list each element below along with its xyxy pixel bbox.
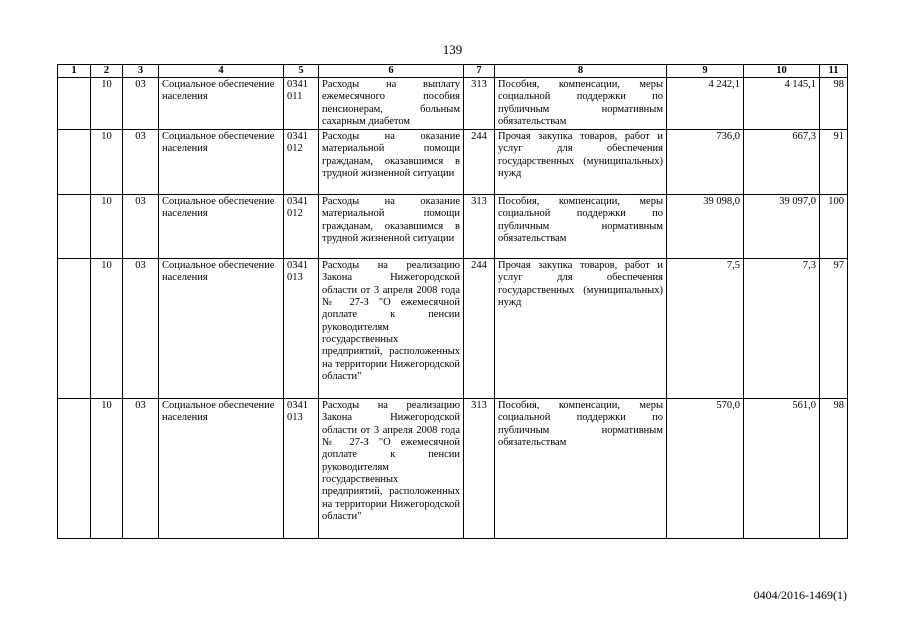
table-row [58, 78, 848, 130]
row-cell-empty [58, 195, 91, 259]
table-row [58, 195, 848, 259]
column-header: 6 [319, 65, 464, 78]
page-number: 139 [442, 42, 463, 57]
header-row [58, 65, 848, 78]
actual-amount: 561,0 [744, 399, 820, 539]
column-header: 2 [91, 65, 123, 78]
expense-type-code: 244 [464, 259, 495, 399]
section-code: 10 [91, 259, 123, 399]
row-cell-empty [58, 259, 91, 399]
planned-amount: 7,5 [667, 259, 744, 399]
actual-amount: 667,3 [744, 130, 820, 195]
column-header: 11 [820, 65, 848, 78]
subsection-code: 03 [123, 130, 159, 195]
section-code: 10 [91, 130, 123, 195]
row-cell-empty [58, 399, 91, 539]
expense-description: Расходы на оказание материальной помощи гражданам, оказавшимся в трудной жизненной ситуации [319, 195, 464, 259]
expense-description: Расходы на оказание материальной помощи гражданам, оказавшимся в трудной жизненной ситуации [319, 130, 464, 195]
execution-percent: 100 [820, 195, 848, 259]
expense-type-name: Пособия, компенсации, меры социальной поддержки по публичным нормативным обязательствам [495, 399, 667, 539]
planned-amount: 39 098,0 [667, 195, 744, 259]
expense-description: Расходы на выплату ежемесячного пособия пенсионерам, больным сахарным диабетом [319, 78, 464, 130]
expense-type-code: 313 [464, 78, 495, 130]
column-header: 9 [667, 65, 744, 78]
column-header: 7 [464, 65, 495, 78]
expense-type-name: Прочая закупка товаров, работ и услуг для обеспечения государственных (муниципальных) нужд [495, 130, 667, 195]
execution-percent: 98 [820, 399, 848, 539]
table-row [58, 130, 848, 195]
column-header: 1 [58, 65, 91, 78]
document-code: 0404/2016-1469(1) [753, 588, 847, 602]
planned-amount: 4 242,1 [667, 78, 744, 130]
expense-description: Расходы на реализацию Закона Нижегородской области от 3 апреля 2008 года № 27-З "О ежемесячной доплате к пенсии руководителям государственных предприятий, расположенных на территории Нижегородской области" [319, 399, 464, 539]
table-row [58, 259, 848, 399]
expense-type-name: Прочая закупка товаров, работ и услуг для обеспечения государственных (муниципальных) нужд [495, 259, 667, 399]
target-article-code: 0341 012 [284, 195, 319, 259]
expense-type-name: Пособия, компенсации, меры социальной поддержки по публичным нормативным обязательствам [495, 195, 667, 259]
expense-type-code: 313 [464, 399, 495, 539]
column-header: 3 [123, 65, 159, 78]
expense-type-code: 313 [464, 195, 495, 259]
subsection-code: 03 [123, 399, 159, 539]
section-code: 10 [91, 78, 123, 130]
row-cell-empty [58, 78, 91, 130]
expense-type-code: 244 [464, 130, 495, 195]
subsection-code: 03 [123, 259, 159, 399]
table-row [58, 399, 848, 539]
target-article-code: 0341 013 [284, 399, 319, 539]
column-header: 10 [744, 65, 820, 78]
actual-amount: 39 097,0 [744, 195, 820, 259]
row-cell-empty [58, 130, 91, 195]
planned-amount: 736,0 [667, 130, 744, 195]
execution-percent: 97 [820, 259, 848, 399]
section-code: 10 [91, 195, 123, 259]
actual-amount: 7,3 [744, 259, 820, 399]
execution-percent: 91 [820, 130, 848, 195]
subsection-code: 03 [123, 195, 159, 259]
expense-type-name: Пособия, компенсации, меры социальной поддержки по публичным нормативным обязательствам [495, 78, 667, 130]
column-header: 4 [159, 65, 284, 78]
section-name: Социальное обеспечение населения [159, 399, 284, 539]
column-header: 8 [495, 65, 667, 78]
budget-table [57, 64, 848, 539]
execution-percent: 98 [820, 78, 848, 130]
target-article-code: 0341 011 [284, 78, 319, 130]
target-article-code: 0341 012 [284, 130, 319, 195]
actual-amount: 4 145,1 [744, 78, 820, 130]
section-name: Социальное обеспечение населения [159, 195, 284, 259]
section-name: Социальное обеспечение населения [159, 78, 284, 130]
section-name: Социальное обеспечение населения [159, 259, 284, 399]
column-header: 5 [284, 65, 319, 78]
section-code: 10 [91, 399, 123, 539]
target-article-code: 0341 013 [284, 259, 319, 399]
planned-amount: 570,0 [667, 399, 744, 539]
subsection-code: 03 [123, 78, 159, 130]
expense-description: Расходы на реализацию Закона Нижегородской области от 3 апреля 2008 года № 27-З "О ежемесячной доплате к пенсии руководителям государственных предприятий, расположенных на территории Нижегородской области" [319, 259, 464, 399]
section-name: Социальное обеспечение населения [159, 130, 284, 195]
